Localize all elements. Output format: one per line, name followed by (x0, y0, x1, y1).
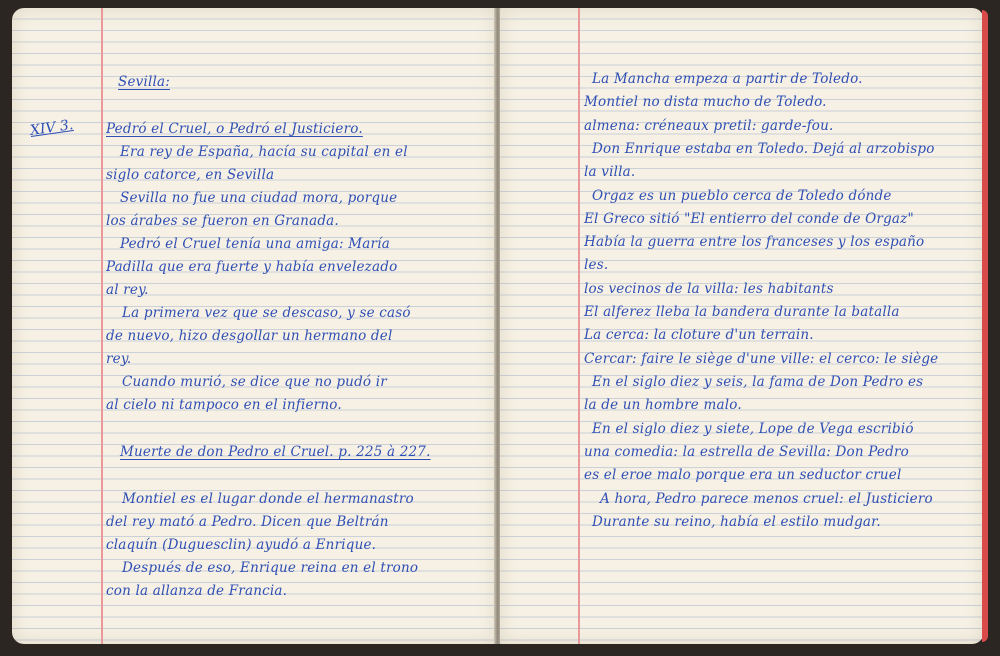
text-line: En el siglo diez y seis, la fama de Don Pedro es (592, 374, 924, 390)
text-line: La Mancha empeza a partir de Toledo. (592, 71, 863, 87)
text-line: Era rey de España, hacía su capital en el (120, 144, 408, 160)
text-line: de nuevo, hizo desgollar un hermano del (106, 328, 393, 344)
text-line: Padilla que era fuerte y había envelezado (106, 259, 398, 275)
text-line: El Greco sitió "El entierro del conde de Orgaz" (584, 211, 914, 227)
text-line: los vecinos de la villa: les habitants (584, 281, 834, 297)
text-line: Pedró el Cruel tenía una amiga: María (120, 236, 390, 252)
text-line: del rey mató a Pedro. Dicen que Beltrán (106, 514, 389, 530)
text-line: una comedia: la estrella de Sevilla: Don Pedro (584, 444, 909, 460)
text-line: Montiel es el lugar donde el hermanastro (122, 491, 414, 507)
text-line: Don Enrique estaba en Toledo. Dejá al arzobispo (592, 141, 935, 157)
text-line: rey. (106, 351, 132, 367)
text-line: con la allanza de Francia. (106, 583, 288, 599)
text-line: la villa. (584, 164, 636, 180)
text-line: Cuando murió, se dice que no pudó ir (122, 374, 387, 390)
margin-note: XIV 3. (29, 117, 75, 139)
text-line: Pedró el Cruel, o Pedró el Justiciero. (106, 121, 363, 137)
text-line: Había la guerra entre los franceses y los españo (584, 234, 925, 250)
right-page (500, 8, 984, 644)
text-line: Montiel no dista mucho de Toledo. (584, 94, 827, 110)
text-line: los árabes se fueron en Granada. (106, 213, 339, 229)
text-line: La primera vez que se descaso, y se casó (122, 305, 411, 321)
text-line: al cielo ni tampoco en el infierno. (106, 397, 342, 413)
text-line: La cerca: la cloture d'un terrain. (584, 327, 814, 343)
left-page (12, 8, 496, 644)
notebook-edge (982, 10, 988, 642)
margin-line (578, 8, 580, 644)
text-line: Cercar: faire le siège d'une ville: el cerco: le siège (584, 351, 939, 367)
text-line: almena: créneaux pretil: garde-fou. (584, 118, 834, 134)
text-line: es el eroe malo porque era un seductor cruel (584, 467, 902, 483)
section-heading: Sevilla: (118, 74, 171, 90)
text-line: al rey. (106, 282, 149, 298)
text-line: En el siglo diez y siete, Lope de Vega escribió (592, 421, 914, 437)
text-line: El alferez lleba la bandera durante la batalla (584, 304, 900, 320)
text-line: siglo catorce, en Sevilla (106, 167, 275, 183)
margin-line (101, 8, 103, 644)
text-line: Después de eso, Enrique reina en el trono (122, 560, 419, 576)
text-line: Orgaz es un pueblo cerca de Toledo dónde (592, 188, 892, 204)
text-line: A hora, Pedro parece menos cruel: el Justiciero (600, 491, 933, 507)
text-line: claquín (Duguesclin) ayudó a Enrique. (106, 537, 377, 553)
text-line: Durante su reino, había el estilo mudgar. (592, 514, 881, 530)
section-heading: Muerte de don Pedro el Cruel. p. 225 à 227. (120, 444, 431, 460)
text-line: Sevilla no fue una ciudad mora, porque (120, 190, 398, 206)
text-line: les. (584, 257, 609, 273)
text-line: la de un hombre malo. (584, 397, 742, 413)
